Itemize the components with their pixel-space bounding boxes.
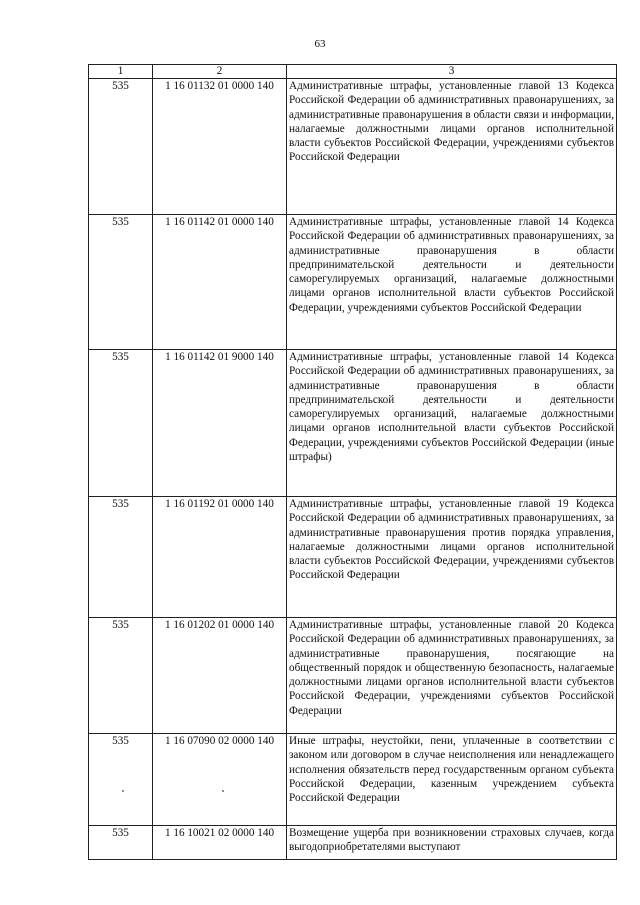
scan-speck [122, 790, 124, 792]
table-header-row [89, 65, 617, 79]
administrator-code: 535 [89, 79, 153, 215]
table-row [89, 826, 617, 860]
revenue-description: Возмещение ущерба при возникновении страховых случаев, когда выгодоприобретателями выступают [287, 826, 617, 860]
administrator-code: 535 [89, 618, 153, 734]
column-header-2: 2 [153, 65, 287, 79]
administrator-code: 535 [89, 350, 153, 497]
administrator-code: 535 [89, 826, 153, 860]
table-row [89, 618, 617, 734]
table-row [89, 79, 617, 215]
revenue-description: Административные штрафы, установленные главой 14 Кодекса Российской Федерации об административных правонарушениях, за административные правонарушения в области предпринимательской деятельности и деятельности саморегулируемых организаций, налагаемые должностными лицами органов исполнительной власти субъектов Российской Федерации, учреждениями субъектов Российской Федерации (иные штрафы) [287, 350, 617, 497]
revenue-description: Административные штрафы, установленные главой 14 Кодекса Российской Федерации об административных правонарушениях, за административные правонарушения в области предпринимательской деятельности и деятельности саморегулируемых организаций, налагаемые должностными лицами органов исполнительной власти субъектов Российской Федерации, учреждениями субъектов Российской Федерации [287, 215, 617, 350]
column-header-1: 1 [89, 65, 153, 79]
table-row [89, 350, 617, 497]
table-row [89, 734, 617, 826]
table-row [89, 497, 617, 618]
revenue-description: Административные штрафы, установленные главой 20 Кодекса Российской Федерации об административных правонарушениях, за административные правонарушения, посягающие на общественный порядок и общественную безопасность, налагаемые должностными лицами органов исполнительной власти субъектов Российской Федерации, учреждениями субъектов Российской Федерации [287, 618, 617, 734]
page-number: 63 [314, 38, 326, 50]
budget-classification-code: 1 16 01202 01 0000 140 [153, 618, 287, 734]
column-header-3: 3 [287, 65, 617, 79]
revenue-description: Иные штрафы, неустойки, пени, уплаченные в соответствии с законом или договором в случае неисполнения или ненадлежащего исполнения обязательств перед государственным органом субъекта Российской Федерации, казенным учреждением субъекта Российской Федерации [287, 734, 617, 826]
revenue-description: Административные штрафы, установленные главой 19 Кодекса Российской Федерации об административных правонарушениях, за административные правонарушения против порядка управления, налагаемые должностными лицами органов исполнительной власти субъектов Российской Федерации, учреждениями субъектов Российской Федерации [287, 497, 617, 618]
scan-speck [222, 790, 224, 792]
administrator-code: 535 [89, 215, 153, 350]
revenue-description: Административные штрафы, установленные главой 13 Кодекса Российской Федерации об административных правонарушениях, за административные правонарушения в области связи и информации, налагаемые должностными лицами органов исполнительной власти субъектов Российской Федерации, учреждениями субъектов Российской Федерации [287, 79, 617, 215]
budget-classification-code: 1 16 01142 01 0000 140 [153, 215, 287, 350]
budget-classification-code: 1 16 01192 01 0000 140 [153, 497, 287, 618]
budget-classification-code: 1 16 07090 02 0000 140 [153, 734, 287, 826]
budget-classification-code: 1 16 10021 02 0000 140 [153, 826, 287, 860]
administrator-code: 535 [89, 734, 153, 826]
administrator-code: 535 [89, 497, 153, 618]
budget-classification-code: 1 16 01132 01 0000 140 [153, 79, 287, 215]
budget-codes-table [88, 64, 617, 860]
budget-classification-code: 1 16 01142 01 9000 140 [153, 350, 287, 497]
table-row [89, 215, 617, 350]
